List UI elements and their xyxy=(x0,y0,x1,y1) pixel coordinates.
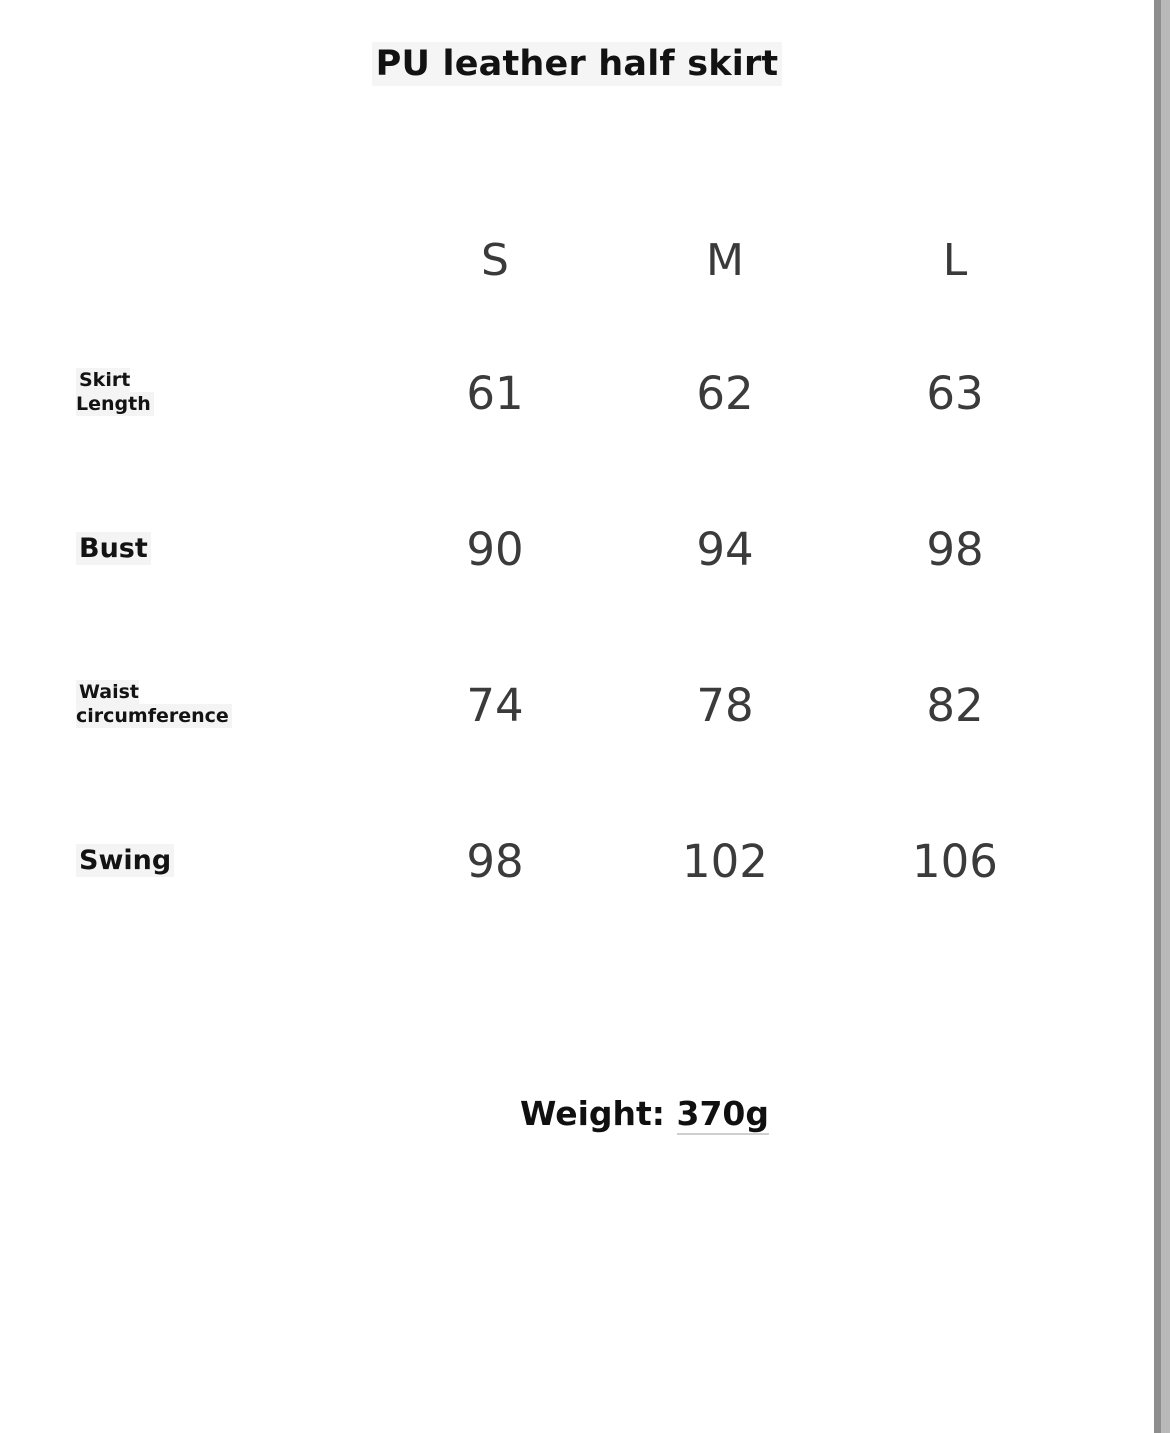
table-row xyxy=(60,783,1070,939)
row-label-line1: Swing xyxy=(76,844,174,877)
row-label-line1: Bust xyxy=(76,532,151,565)
cell-bust-l: 98 xyxy=(926,522,984,576)
column-header-size-s: S xyxy=(481,234,509,286)
column-header-size-m: M xyxy=(706,234,744,286)
row-label-bust xyxy=(60,471,380,627)
column-header-measurement xyxy=(60,205,380,315)
cell-waist-m: 78 xyxy=(696,678,754,732)
weight-label: Weight: xyxy=(519,1094,665,1133)
table-row xyxy=(60,315,1070,471)
page-title-text: PU leather half skirt xyxy=(372,42,783,86)
page-edge-inner xyxy=(1154,0,1161,1433)
size-chart-table xyxy=(0,205,1154,939)
cell-swing-s: 98 xyxy=(466,834,524,888)
weight-line xyxy=(0,1094,1154,1133)
row-label-waist-circumference xyxy=(60,627,380,783)
table-row xyxy=(60,471,1070,627)
cell-waist-s: 74 xyxy=(466,678,524,732)
cell-swing-m: 102 xyxy=(682,834,768,888)
row-label-line2: circumference xyxy=(76,705,229,727)
cell-skirt-length-m: 62 xyxy=(696,366,754,420)
row-label-line1: Skirt xyxy=(79,369,131,392)
page-edge-outer xyxy=(1161,0,1170,1433)
row-label-skirt-length xyxy=(60,315,380,471)
row-label-line1: Waist xyxy=(79,681,140,704)
cell-waist-l: 82 xyxy=(926,678,984,732)
cell-skirt-length-s: 61 xyxy=(466,366,524,420)
table-header-row xyxy=(60,205,1070,315)
cell-swing-l: 106 xyxy=(912,834,998,888)
cell-bust-s: 90 xyxy=(466,522,524,576)
row-label-line2: Length xyxy=(76,393,151,415)
table-row xyxy=(60,627,1070,783)
cell-skirt-length-l: 63 xyxy=(926,366,984,420)
row-label-swing xyxy=(60,783,380,939)
cell-bust-m: 94 xyxy=(696,522,754,576)
column-header-size-l: L xyxy=(942,234,968,286)
page-title xyxy=(0,44,1154,84)
weight-value: 370g xyxy=(676,1094,770,1133)
